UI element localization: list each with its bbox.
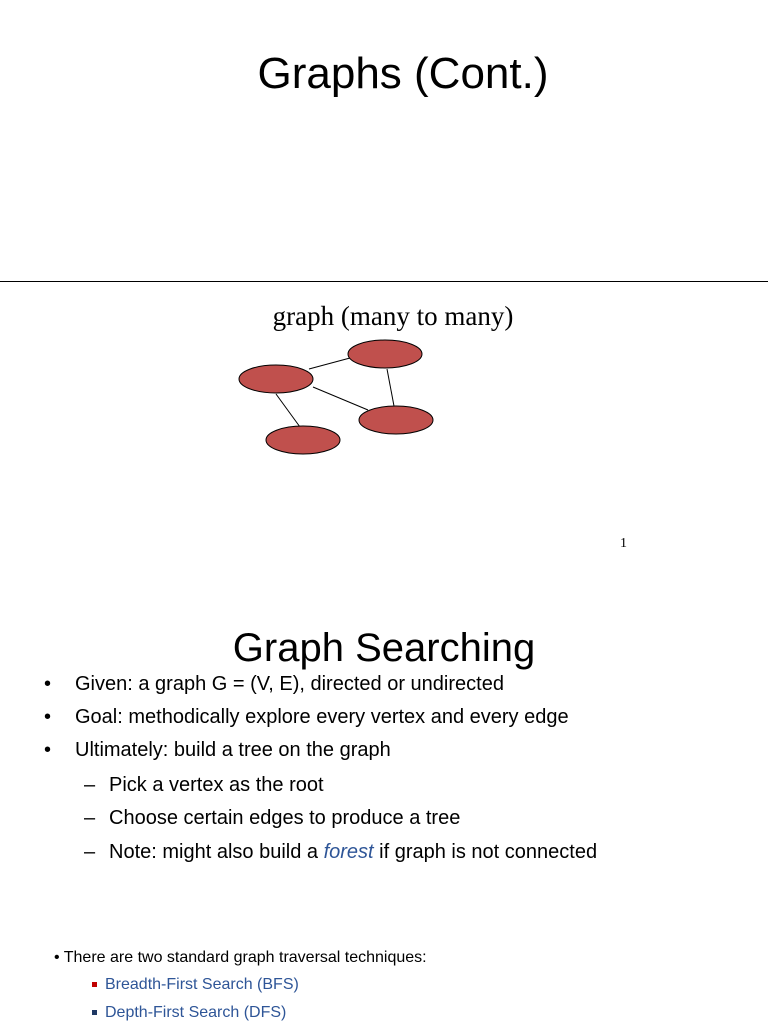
note-text-before: Note: might also build a bbox=[109, 841, 324, 863]
square-bullet-icon bbox=[92, 982, 97, 987]
bullet-marker: • bbox=[44, 739, 52, 761]
bfs-label: Breadth-First Search (BFS) bbox=[105, 976, 299, 993]
dfs-label: Depth-First Search (DFS) bbox=[105, 1004, 287, 1021]
dash-marker: – bbox=[84, 774, 96, 796]
bullet-text: Ultimately: build a tree on the graph bbox=[75, 739, 391, 761]
sub-bullet-text: Pick a vertex as the root bbox=[109, 774, 324, 796]
sub-bullet-text bbox=[109, 839, 597, 865]
bullet-text: Goal: methodically explore every vertex and every edge bbox=[75, 706, 569, 728]
graph-node bbox=[359, 406, 433, 434]
graph-edge bbox=[387, 369, 394, 406]
graph-node bbox=[266, 426, 340, 454]
slide-title: Graphs (Cont.) bbox=[257, 49, 549, 98]
diagram-caption: graph (many to many) bbox=[272, 301, 514, 331]
forest-emphasis: forest bbox=[323, 841, 374, 863]
square-bullet-icon bbox=[92, 1010, 97, 1015]
note-text-after: if graph is not connected bbox=[373, 841, 598, 863]
slide-title: Graph Searching bbox=[232, 626, 536, 670]
graph-node bbox=[348, 340, 422, 368]
graph-edge bbox=[313, 387, 368, 410]
bullet-marker: • bbox=[44, 673, 52, 695]
graph-edge bbox=[309, 358, 350, 369]
dash-marker: – bbox=[84, 841, 96, 863]
bullet-marker: • bbox=[44, 706, 52, 728]
graph-node bbox=[239, 365, 313, 393]
sub-bullet-text: Choose certain edges to produce a tree bbox=[109, 807, 461, 829]
page-number: 1 bbox=[620, 536, 627, 551]
slide-divider bbox=[0, 281, 768, 282]
graph-diagram bbox=[230, 332, 450, 462]
bullet-text: Given: a graph G = (V, E), directed or undirected bbox=[75, 673, 504, 695]
graph-edge bbox=[276, 394, 300, 427]
dash-marker: – bbox=[84, 807, 96, 829]
traversal-intro: • There are two standard graph traversal techniques: bbox=[54, 949, 427, 966]
